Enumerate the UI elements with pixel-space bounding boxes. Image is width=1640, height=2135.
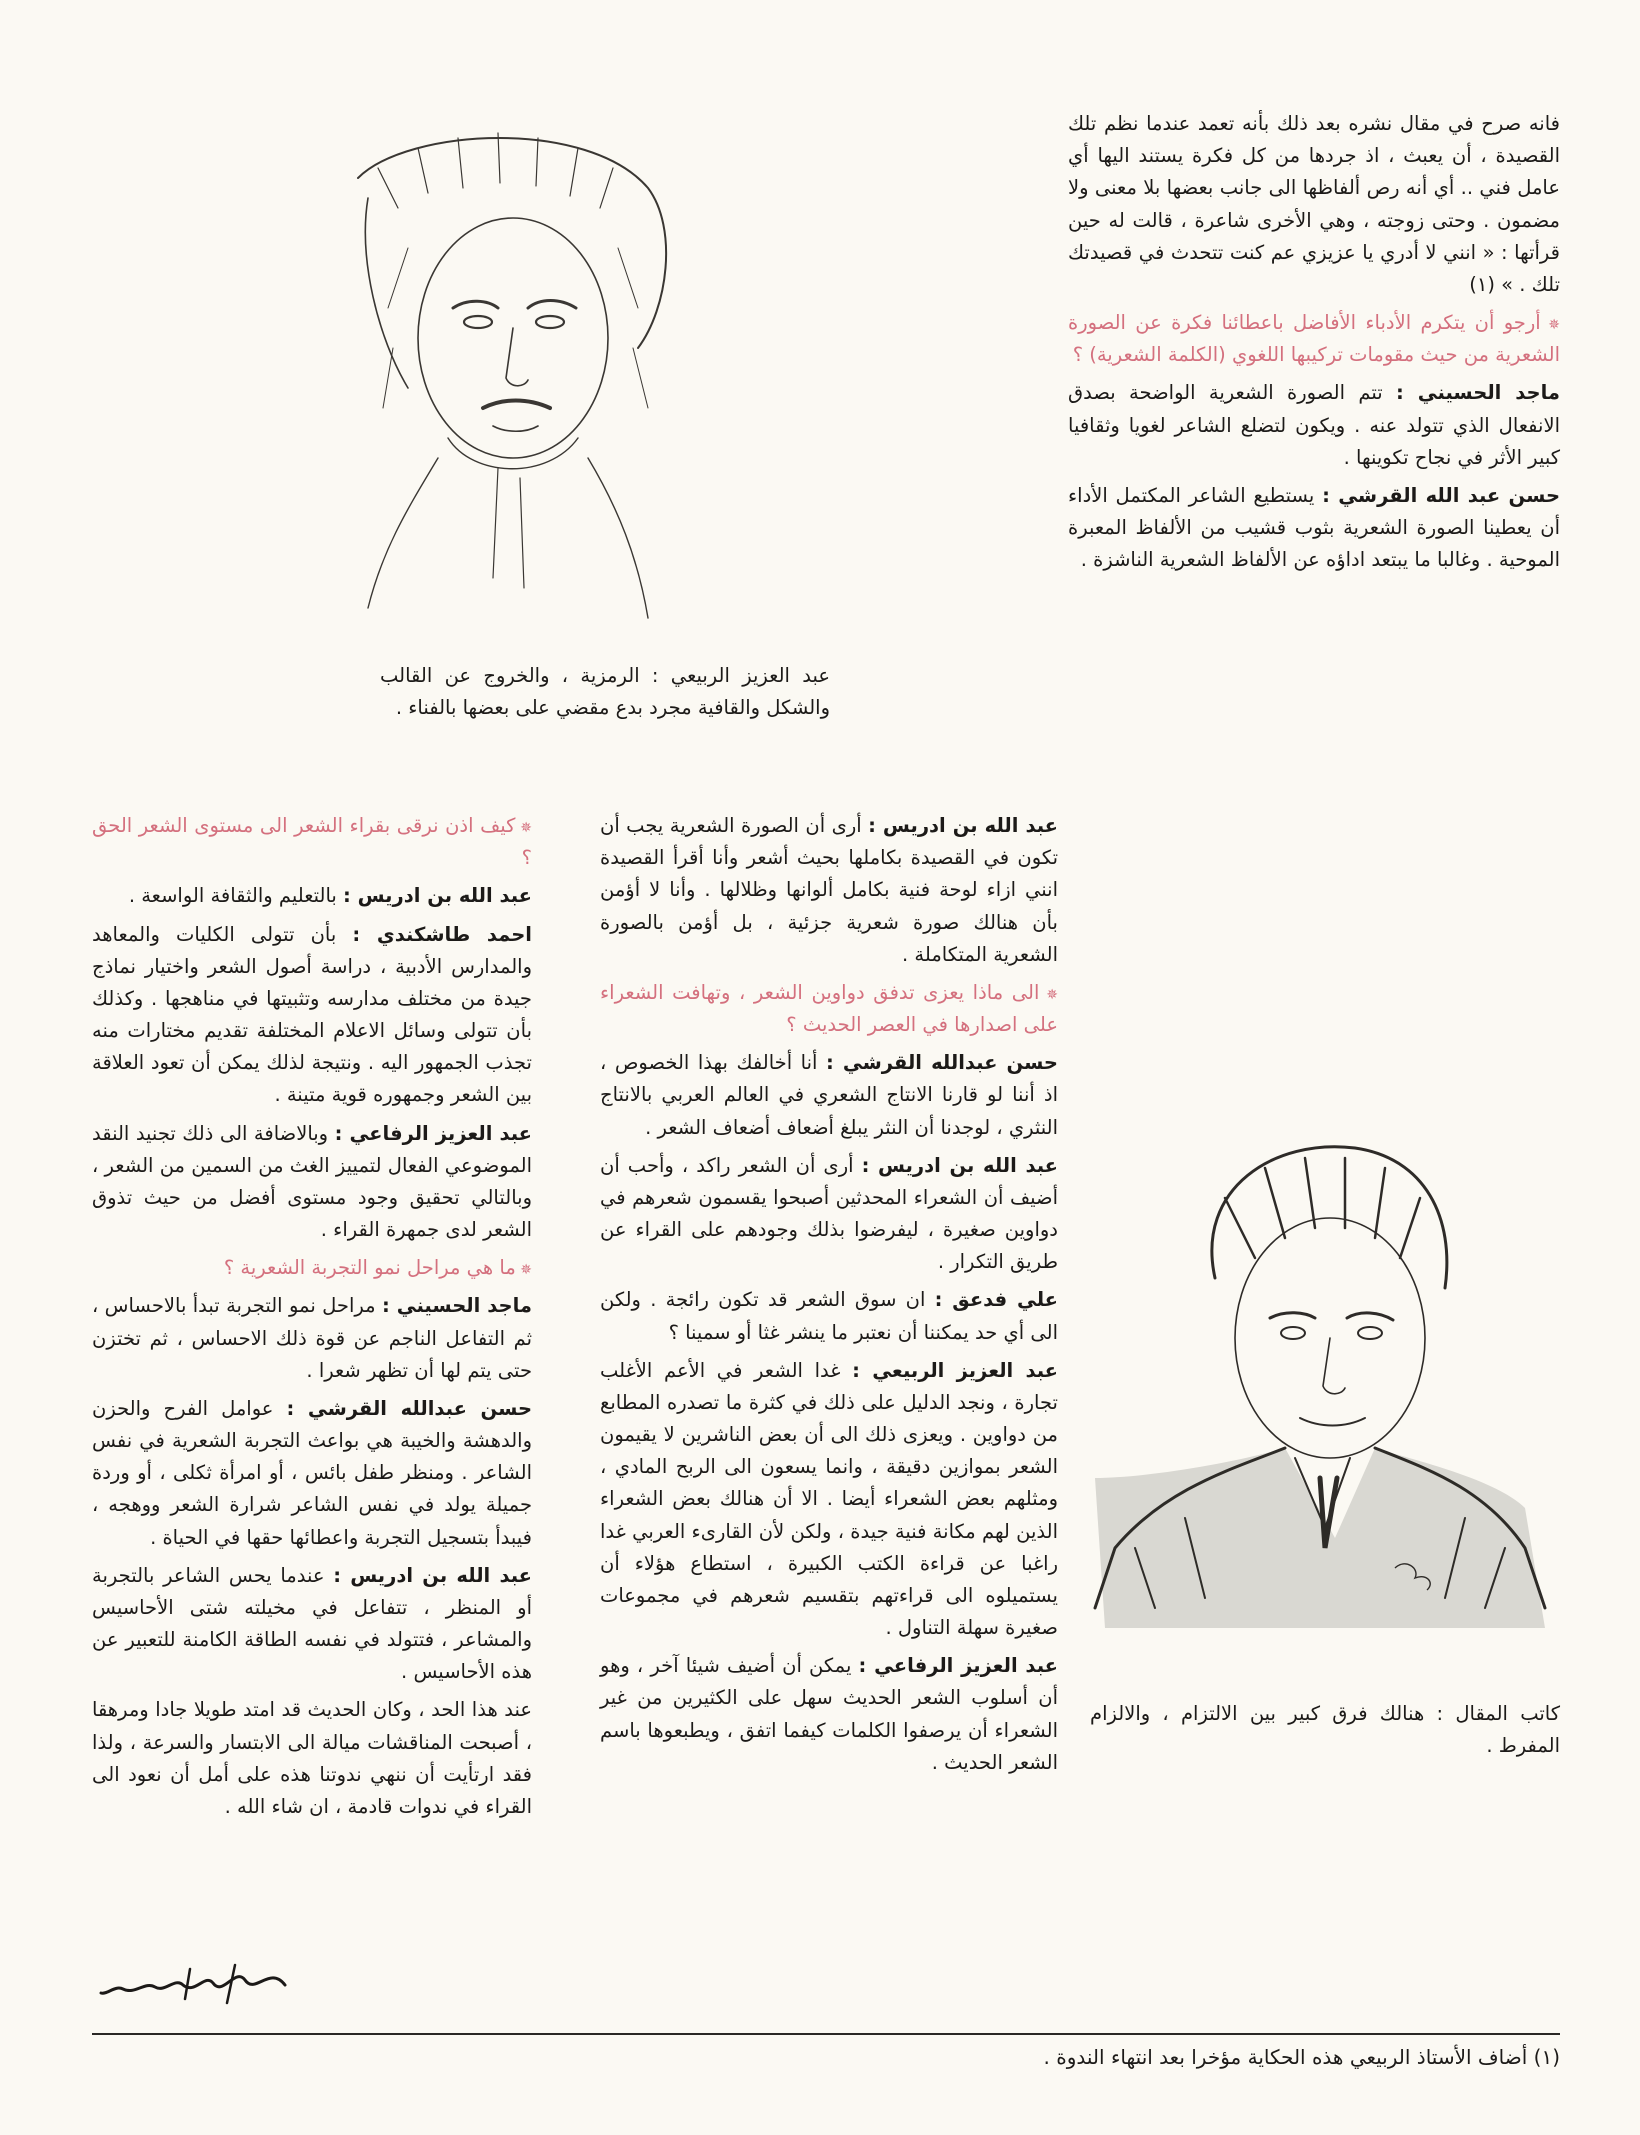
- speaker-name: علي فدعق :: [934, 1288, 1058, 1312]
- statement-text: يستطيع الشاعر المكتمل الأداء أن يعطينا الصورة الشعرية بثوب قشيب من الألفاظ المعبرة الموحية . وغالبا ما يبتعد اداؤه عن الألفاظ الشعرية الناشزة .: [1068, 483, 1560, 572]
- speaker-name: عبد الله بن ادريس :: [861, 1153, 1058, 1177]
- moderator-question: ✵ أرجو أن يتكرم الأدباء الأفاضل باعطائنا فكرة عن الصورة الشعرية من حيث مقومات تركيبها اللغوي (الكلمة الشعرية) ؟: [1068, 307, 1560, 371]
- speaker-statement: [600, 810, 1058, 971]
- speaker-statement: [92, 880, 532, 912]
- speaker-statement: [600, 1150, 1058, 1279]
- speaker-name: عبد الله بن ادريس :: [868, 814, 1058, 837]
- photo-caption-bottom: [1090, 1698, 1560, 1768]
- speaker-name: عبد العزيز الرفاعي :: [334, 1121, 532, 1145]
- article-column-middle: [600, 810, 1058, 1785]
- portrait-sketch-rubaie: [288, 108, 728, 643]
- paragraph: عند هذا الحد ، وكان الحديث قد امتد طويلا جادا ومرهقا ، أصبحت المناقشات ميالة الى الابتسار والسرعة ، ولذا فقد ارتأيت أن ننهي ندوتنا هذه على أمل أن نعود الى القراء في ندوات قادمة ، ان شاء الله .: [92, 1698, 532, 1818]
- speaker-name: عبد الله بن ادريس :: [343, 884, 532, 908]
- footnote-divider: [92, 2033, 1560, 2035]
- statement-text: أرى أن الصورة الشعرية يجب أن تكون في القصيدة بكاملها بحيث أشعر وأنا أقرأ القصيدة انني ازاء لوحة فنية بكامل ألوانها وظلالها . وأنا لا أؤمن بأن هنالك صورة شعرية جزئية ، بل أؤمن بالصورة الشعرية المتكاملة .: [600, 814, 1058, 966]
- speaker-statement: [600, 1650, 1058, 1779]
- speaker-name: عبد العزيز الرفاعي :: [858, 1654, 1058, 1678]
- speaker-name: ماجد الحسيني :: [1396, 381, 1560, 405]
- speaker-name: حسن عبد الله القرشي :: [1322, 483, 1560, 507]
- statement-text: أرى أن الشعر راكد ، وأحب أن أضيف أن الشعراء المحدثين أصبحوا يقسمون شعرهم في دواوين صغيرة ، ليفرضوا بذلك وجودهم على القراء عن طريق التكرار .: [600, 1153, 1058, 1274]
- speaker-statement: [1068, 377, 1560, 474]
- speaker-name: حسن عبدالله القرشي :: [825, 1051, 1058, 1075]
- statement-text: عندما يحس الشاعر بالتجربة أو المنظر ، تتفاعل في مخيلته شتى الأحاسيس والمشاعر ، فتتولد في نفسه الطاقة الكامنة للتعبير عن هذه الأحاسيس .: [92, 1563, 532, 1684]
- speaker-statement: [92, 1290, 532, 1387]
- statement-text: بأن تتولى الكليات والمعاهد والمدارس الأدبية ، دراسة أصول الشعر واختيار نماذج جيدة من مختلف مدارسه وتثبيتها في مناهجها . وكذلك بأن تتولى وسائل الاعلام المختلفة تقديم مختارات منه تجذب الجمهور اليه . ونتيجة لذلك يمكن أن تعود العلاقة بين الشعر وجمهوره قوية متينة .: [92, 922, 532, 1107]
- caption-text: كاتب المقال : هنالك فرق كبير بين الالتزام ، والالزام المفرط .: [1090, 1702, 1560, 1758]
- speaker-statement: [92, 1118, 532, 1247]
- speaker-statement: [600, 1284, 1058, 1348]
- statement-text: وبالاضافة الى ذلك تجنيد النقد الموضوعي الفعال لتمييز الغث من السمين من الشعر ، وبالتالي تحقيق وجود مستوى أفضل من حيث تذوق الشعر لدى جمهرة القراء .: [92, 1121, 532, 1242]
- statement-text: أنا أخالفك بهذا الخصوص ، اذ أننا لو قارنا الانتاج الشعري في العالم العربي بالانتاج النثري ، لوجدنا أن النثر يبلغ أضعاف أضعاف الشعر .: [600, 1051, 1058, 1139]
- author-signature: [95, 1955, 295, 2019]
- speaker-name: عبد الله بن ادريس :: [333, 1563, 532, 1587]
- speaker-name: ماجد الحسيني :: [381, 1294, 532, 1318]
- moderator-question: ✵ كيف اذن نرقى بقراء الشعر الى مستوى الشعر الحق ؟: [92, 810, 532, 874]
- moderator-question: ✵ الى ماذا يعزى تدفق دواوين الشعر ، وتهافت الشعراء على اصدارها في العصر الحديث ؟: [600, 977, 1058, 1041]
- speaker-name: عبد العزيز الربيعي :: [852, 1358, 1058, 1382]
- moderator-question: ✵ ما هي مراحل نمو التجربة الشعرية ؟: [92, 1252, 532, 1284]
- statement-text: يمكن أن أضيف شيئا آخر ، وهو أن أسلوب الشعر الحديث سهل على الكثيرين من غير الشعراء أن يرصفوا الكلمات كيفما اتفق ، ويطبعوها باسم الشعر الحديث .: [600, 1654, 1058, 1774]
- photo-caption-top: [380, 660, 830, 730]
- speaker-statement: [92, 1560, 532, 1689]
- speaker-statement: [1068, 480, 1560, 577]
- statement-text: غدا الشعر في الأعم الأغلب تجارة ، ونجد الدليل على ذلك في كثرة ما تصدره المطابع من دواوين . ويعزى ذلك الى أن بعض الناشرين لا يقيمون الشعر بموازين دقيقة ، وانما يسعون الى الربح المادي ، ومثلهم بعض الشعراء أيضا . الا أن هنالك بعض الشعراء الذين لهم مكانة فنية جيدة ، ولكن لأن القارىء العربي غدا راغبا عن قراءة الكتب الكبيرة ، استطاع هؤلاء أن يستميلوه الى قراءتهم بتقسيم شعرهم في مجموعات صغيرة سهلة التناول .: [600, 1358, 1058, 1640]
- statement-text: تتم الصورة الشعرية الواضحة بصدق الانفعال الذي تتولد عنه . ويكون لتضلع الشاعر لغويا وثقافيا كبير الأثر في نجاح تكوينها .: [1068, 381, 1560, 469]
- speaker-statement: [92, 919, 532, 1112]
- paragraph: فانه صرح في مقال نشره بعد ذلك بأنه تعمد عندما نظم تلك القصيدة ، أن يعبث ، اذ جردها من كل فكرة يستند اليها أي عامل فني .. أي أنه رص ألفاظها الى جانب بعضها بلا معنى ولا مضمون . وحتى زوجته ، وهي الأخرى شاعرة ، قالت له حين قرأتها : « انني لا أدري يا عزيزي عم كنت تتحدث في قصيدتك تلك . » (١): [1068, 112, 1560, 296]
- portrait-sketch-author: [1075, 1128, 1565, 1628]
- statement-text: عوامل الفرح والحزن والدهشة والخيبة هي بواعث التجربة الشعرية في نفس الشاعر . ومنظر طفل بائس ، أو امرأة ثكلى ، أو وردة جميلة يولد في نفس الشاعر شرارة الشعر ووهجه ، فيبدأ بتسجيل التجربة واعطائها حقها في الحياة .: [92, 1396, 532, 1549]
- article-column-left: [92, 810, 532, 1829]
- speaker-statement: [600, 1355, 1058, 1645]
- speaker-name: حسن عبدالله القرشي :: [286, 1396, 532, 1420]
- statement-text: ان سوق الشعر قد تكون رائجة . ولكن الى أي حد يمكننا أن نعتبر ما ينشر غثا أو سمينا ؟: [600, 1288, 1058, 1344]
- article-column-top-right: [1068, 108, 1560, 582]
- caption-text: عبد العزيز الربيعي : الرمزية ، والخروج عن القالب والشكل والقافية مجرد بدع مقضي على بعضها بالفناء .: [380, 664, 830, 720]
- statement-text: بالتعليم والثقافة الواسعة .: [128, 884, 337, 908]
- footnote: (١) أضاف الأستاذ الربيعي هذه الحكاية مؤخرا بعد انتهاء الندوة .: [1043, 2045, 1560, 2069]
- statement-text: مراحل نمو التجربة تبدأ بالاحساس ، ثم التفاعل الناجم عن قوة ذلك الاحساس ، ثم تختزن حتى يتم لها أن تظهر شعرا .: [92, 1294, 532, 1382]
- speaker-statement: [600, 1047, 1058, 1144]
- speaker-name: احمد طاشكندي :: [352, 922, 532, 946]
- speaker-statement: [92, 1393, 532, 1554]
